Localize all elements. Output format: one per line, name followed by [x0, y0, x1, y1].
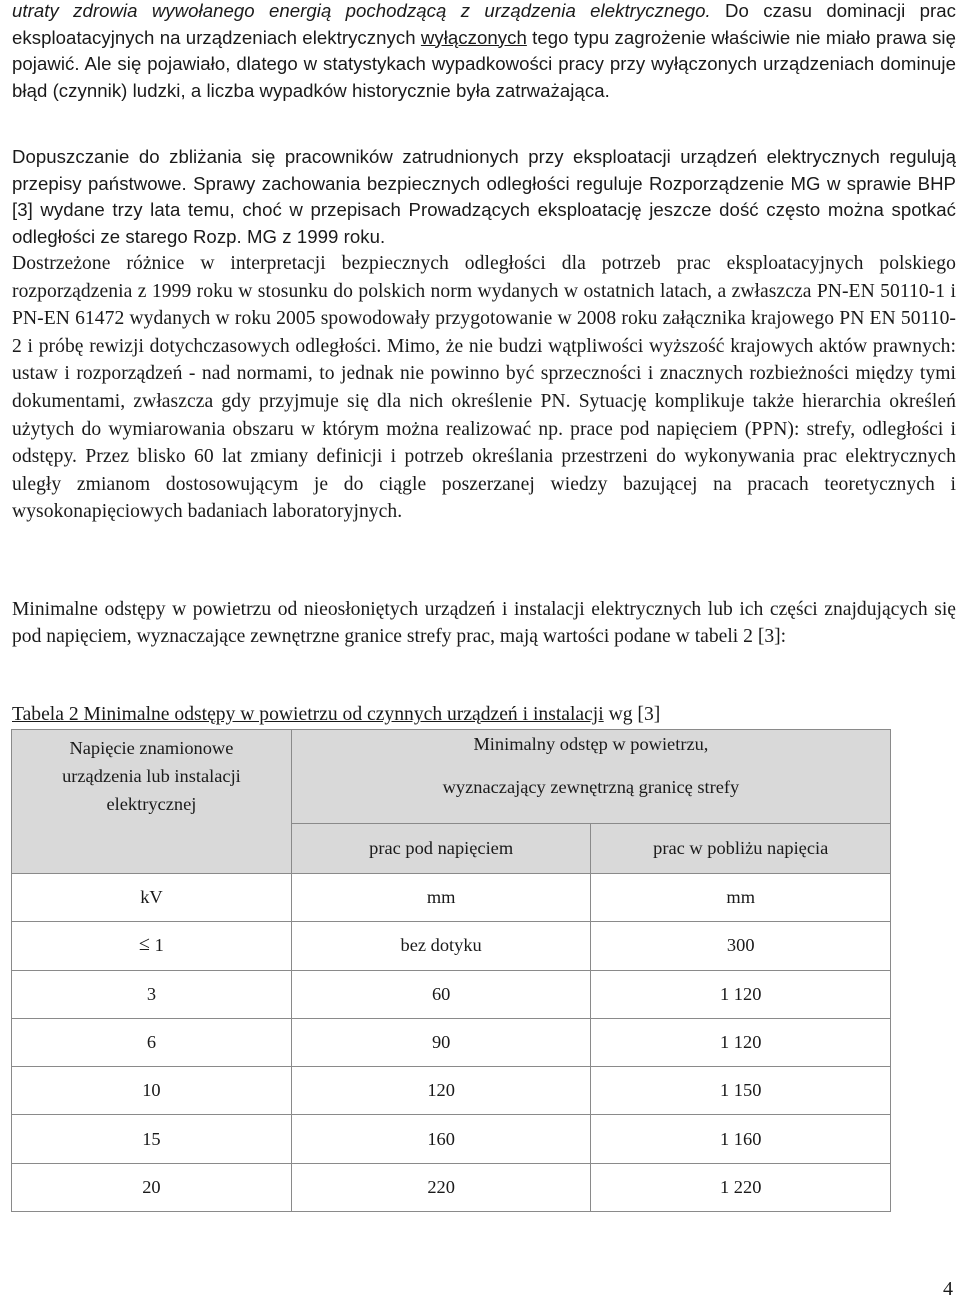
header-voltage [12, 730, 292, 874]
subheader-near-live: prac w pobliżu napięcia [591, 824, 891, 874]
table-row [12, 1018, 891, 1066]
value-cell: 160 [291, 1115, 591, 1163]
voltage-cell: 20 [12, 1163, 292, 1211]
paragraph-intro [12, 0, 956, 104]
value-cell: 1 120 [591, 970, 891, 1018]
value-cell: 220 [291, 1163, 591, 1211]
table-caption [12, 702, 660, 728]
value-cell: 1 150 [591, 1067, 891, 1115]
value-cell: 90 [291, 1018, 591, 1066]
italic-text: utraty zdrowia wywołanego energią pochodzącą z urządzenia elektrycznego. [12, 0, 711, 21]
table-row [12, 1163, 891, 1211]
value-cell: 120 [291, 1067, 591, 1115]
voltage-cell: 6 [12, 1018, 292, 1066]
caption-rest: wg [3] [603, 704, 661, 725]
value-cell: bez dotyku [291, 922, 591, 970]
text-segment: Do czasu dominacji prac eksploatacyjnych na urządzeniach elektrycznych [12, 0, 956, 48]
header-voltage-text: Napięcie znamionowe urządzenia lub instalacji elektrycznej [62, 738, 241, 814]
units-row [12, 874, 891, 922]
paragraph-regulations [12, 144, 956, 526]
voltage-value: 1 [154, 935, 164, 956]
distances-table [11, 729, 891, 1212]
value-cell: 300 [591, 922, 891, 970]
voltage-cell: 3 [12, 970, 292, 1018]
unit-cell: kV [12, 874, 292, 922]
header-line-1: Minimalny odstęp w powietrzu, [473, 734, 709, 754]
value-cell: 1 160 [591, 1115, 891, 1163]
unit-cell: mm [291, 874, 591, 922]
text-segment: Dopuszczanie do zbliżania się pracowników zatrudnionych przy eksploatacji urządzeń elektrycznych regulują przepisy państwowe. Sprawy zachowania bezpiecznych odległości reguluje Rozporządzenie MG w sprawie BHP [3] wydane trzy lata temu, choć w przepisach Prowadzących eksploatację jeszcze dość często można spotkać odległości ze starego Rozp. MG z 1999 roku. [12, 146, 956, 247]
header-min-distance [291, 730, 890, 824]
table-header-row [12, 730, 891, 824]
page-number: 4 [943, 1278, 953, 1300]
voltage-cell: 15 [12, 1115, 292, 1163]
text-segment: Dostrzeżone różnice w interpretacji bezpiecznych odległości dla potrzeb prac eksploatacyjnych polskiego rozporządzenia z 1999 roku w stosunku do polskich norm wydanych w ostatnich latach, a zwłaszcza PN-EN 50110-1 i PN-EN 61472 wydanych w roku 2005 spowodowały przygotowanie w 2008 roku załącznika krajowego PN EN 50110-2 i próbę rewizji dotychczasowych odległości. Mimo, że nie budzi wątpliwości wyższość krajowych aktów prawnych: ustaw i rozporządzeń - nad normami, to jednak nie powinno być sprzeczności i znacznych rozbieżności między tymi dokumentami, zwłaszcza gdy przyjmuje się dla nich określenie PN. Sytuację komplikuje także hierarchia określeń użytych do wymiarowania obszaru w którym można realizować np. prace pod napięciem (PPN): strefy, odległości i odstępy. Przez blisko 60 lat zmiany definicji i potrzeb określania przestrzeni do wykonywania prac elektrycznych uległy zmianom dostosowującym je do ciągle poszerzanej wiedzy bazującej na pracach teoretycznych i wysokonapięciowych badaniach laboratoryjnych. [12, 253, 956, 523]
table-row [12, 922, 891, 970]
paragraph-min-distances: Minimalne odstępy w powietrzu od nieosłoniętych urządzeń i instalacji elektrycznych lub ich części znajdujących się pod napięciem, wyznaczające zewnętrzne granice strefy prac, mają wartości podane w tabeli 2 [3]: [12, 599, 956, 647]
value-cell: 1 120 [591, 1018, 891, 1066]
voltage-cell: 10 [12, 1067, 292, 1115]
table-row [12, 1067, 891, 1115]
subheader-live-work: prac pod napięciem [291, 824, 591, 874]
table-row [12, 970, 891, 1018]
value-cell: 1 220 [591, 1163, 891, 1211]
header-line-2: wyznaczający zewnętrzną granicę strefy [442, 777, 740, 797]
text-segment: tego typu zagrożenie właściwie nie miało prawa się pojawić. Ale się pojawiało, dlatego w statystykach wypadkowości pracy przy wyłączonych urządzeniach dominuje błąd (czynnik) ludzki, a liczba wypadków historycznie była zatrważająca. [12, 26, 956, 101]
underlined-word: wyłączonych [420, 26, 527, 48]
value-cell: 60 [291, 970, 591, 1018]
voltage-cell [12, 922, 292, 970]
less-or-equal-icon: ≤ [139, 933, 151, 956]
table-row [12, 1115, 891, 1163]
unit-cell: mm [591, 874, 891, 922]
caption-underlined: Tabela 2 Minimalne odstępy w powietrzu od czynnych urządzeń i instalacji [12, 704, 604, 725]
